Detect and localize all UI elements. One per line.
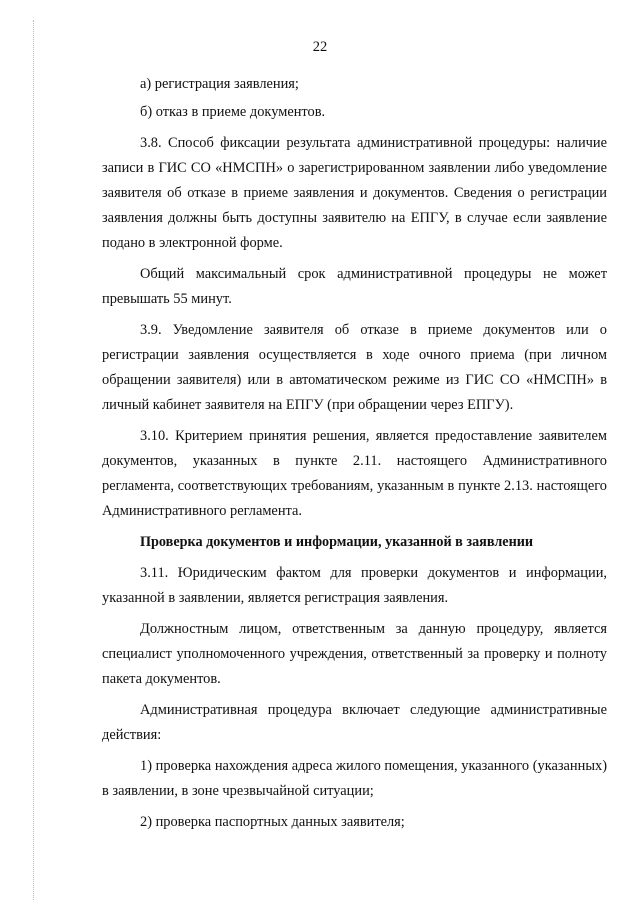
paragraph-procedure-includes: Административная процедура включает следующие административные действия: bbox=[102, 702, 607, 743]
paragraph-3-11: 3.11. Юридическим фактом для проверки документов и информации, указанной в заявлении, является регистрация заявления. bbox=[102, 565, 607, 606]
paragraph-max-duration: Общий максимальный срок административной процедуры не может превышать 55 минут. bbox=[102, 266, 607, 307]
paragraph-action-1: 1) проверка нахождения адреса жилого помещения, указанного (указанных) в заявлении, в зоне чрезвычайной ситуации; bbox=[102, 758, 607, 799]
paragraph-item-a: а) регистрация заявления; bbox=[140, 76, 299, 92]
paragraph-item-b: б) отказ в приеме документов. bbox=[140, 104, 326, 120]
paragraph-responsible-official: Должностным лицом, ответственным за данную процедуру, является специалист уполномоченного учреждения, ответственный за проверку и полноту пакета документов. bbox=[102, 621, 607, 687]
paragraph-action-2: 2) проверка паспортных данных заявителя; bbox=[140, 814, 405, 830]
paragraph-3-8: 3.8. Способ фиксации результата административной процедуры: наличие записи в ГИС СО «НМСПН» о зарегистрированном заявлении либо уведомление заявителя об отказе в приеме заявления и документов. Сведения о регистрации заявления должны быть доступны заявителю на ЕПГУ, в случае если заявление подано в электронной форме. bbox=[102, 135, 607, 251]
page-number: 22 bbox=[312, 39, 328, 55]
section-heading: Проверка документов и информации, указанной в заявлении bbox=[140, 534, 534, 550]
paragraph-3-10: 3.10. Критерием принятия решения, является предоставление заявителем документов, указанных в пункте 2.11. настоящего Административного регламента, соответствующих требованиям, указанным в пункте 2.13. настоящего Административного регламента. bbox=[102, 428, 607, 519]
document-body bbox=[102, 72, 607, 841]
left-margin-line bbox=[33, 20, 34, 900]
paragraph-3-9: 3.9. Уведомление заявителя об отказе в приеме документов или о регистрации заявления осуществляется в ходе очного приема (при личном обращении заявителя) или в автоматическом режиме из ГИС СО «НМСПН» в личный кабинет заявителя на ЕПГУ (при обращении через ЕПГУ). bbox=[102, 322, 607, 413]
